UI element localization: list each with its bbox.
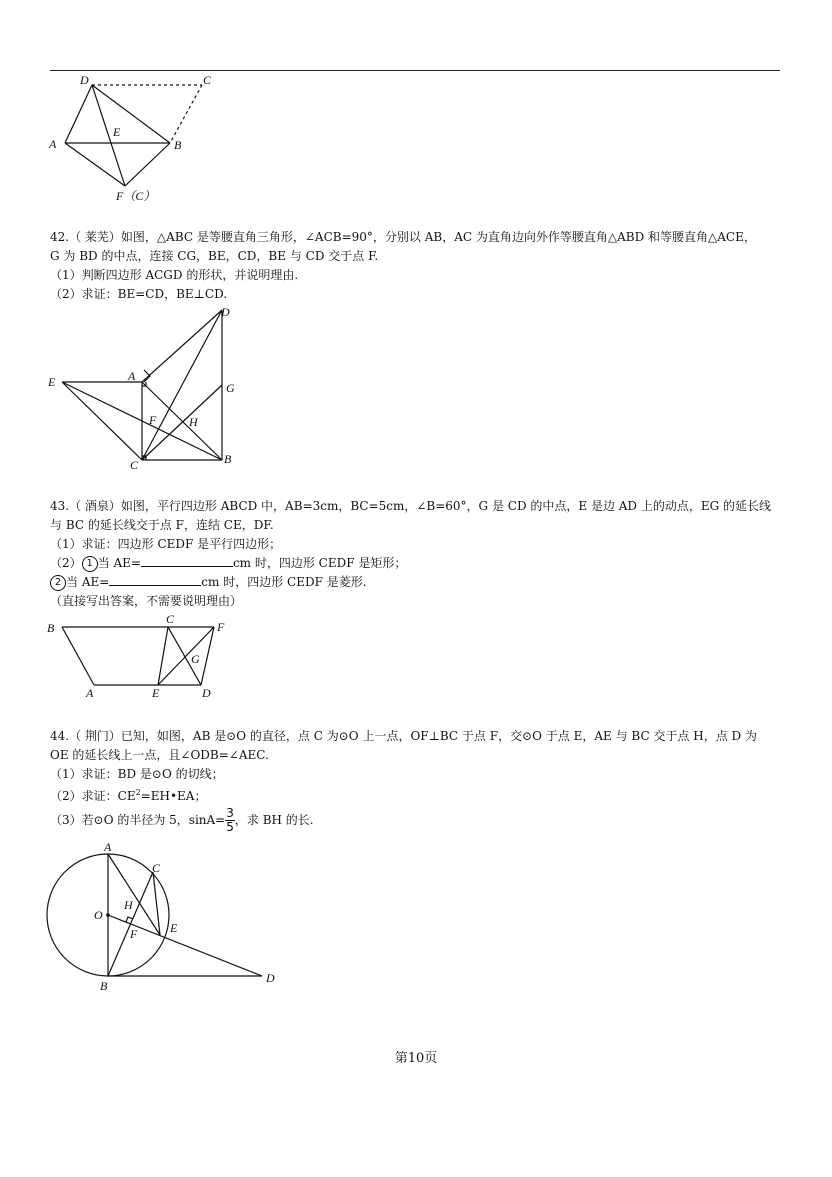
circled-number-1: 1 bbox=[82, 556, 98, 572]
segment-OD bbox=[108, 915, 262, 976]
label-E: E bbox=[113, 125, 121, 139]
answer-blank-1[interactable] bbox=[141, 554, 233, 567]
problem-42-number: 42. bbox=[50, 230, 70, 244]
label-C: C bbox=[152, 861, 161, 875]
label-F: F bbox=[130, 927, 138, 941]
label-A: A bbox=[128, 369, 136, 383]
answer-blank-2[interactable] bbox=[109, 573, 201, 586]
label-H: H bbox=[189, 415, 198, 429]
problem-42-source: （ 莱芜） bbox=[69, 230, 121, 244]
label-D: D bbox=[221, 305, 230, 319]
label-B: B bbox=[100, 979, 108, 993]
segment-DB bbox=[92, 85, 170, 143]
problem-42-question-2: （2）求证：BE=CD，BE⊥CD. bbox=[50, 287, 228, 301]
label-E: E bbox=[152, 686, 160, 700]
fraction-3-5: $\frac{3}{5}$ bbox=[226, 806, 234, 834]
top-rule bbox=[50, 70, 780, 71]
center-point-O bbox=[106, 913, 110, 917]
problem-43-number: 43. bbox=[50, 499, 70, 513]
problem-43-question-2a: （2） 1 当 AE= cm 时，四边形 CEDF 是矩形； bbox=[50, 556, 407, 570]
dashed-CB bbox=[170, 85, 202, 143]
label-C: C bbox=[130, 458, 139, 472]
label-C: C bbox=[203, 73, 212, 87]
segment-BF bbox=[125, 143, 170, 186]
label-E: E bbox=[170, 921, 178, 935]
circled-number-2: 2 bbox=[50, 575, 66, 591]
label-FC: F（C） bbox=[116, 189, 156, 203]
problem-44-number: 44. bbox=[50, 729, 70, 743]
figure-41-diagram bbox=[40, 72, 230, 207]
label-F: F bbox=[149, 413, 157, 427]
label-A: A bbox=[104, 840, 112, 854]
problem-44-question-1: （1）求证：BD 是⊙O 的切线； bbox=[50, 767, 224, 781]
problem-44-source: （ 荆门） bbox=[69, 729, 121, 743]
problem-43-source: （ 酒泉） bbox=[69, 499, 121, 513]
label-B: B bbox=[174, 138, 182, 152]
page-number: 第10页 bbox=[394, 1051, 438, 1066]
segment-AD bbox=[142, 310, 222, 382]
problem-44-stem-line2: OE 的延长线上一点，且∠ODB=∠AEC. bbox=[50, 748, 269, 762]
problem-42-question-1: （1）判断四边形 ACGD 的形状，并说明理由. bbox=[50, 268, 299, 282]
figure-44-diagram bbox=[40, 835, 290, 995]
segment-AF bbox=[65, 143, 125, 186]
label-B: B bbox=[224, 452, 232, 466]
problem-42-stem-line1: 42.（ 莱芜）如图，△ABC 是等腰直角三角形，∠ACB=90°，分别以 AB，AC 为直角边向外作等腰直角△ABD 和等腰直角△ACE， bbox=[50, 230, 756, 244]
segment-EC bbox=[62, 382, 142, 460]
label-B: B bbox=[47, 621, 55, 635]
problem-43-question-2b: 2 当 AE= cm 时，四边形 CEDF 是菱形. bbox=[50, 573, 367, 591]
label-A: A bbox=[49, 137, 57, 151]
label-E: E bbox=[48, 375, 56, 389]
segment-BA bbox=[62, 627, 94, 685]
problem-43-stem-line2: 与 BC 的延长线交于点 F，连结 CE，DF. bbox=[50, 518, 274, 532]
label-H: H bbox=[124, 898, 133, 912]
problem-42-stem-line2: G 为 BD 的中点，连接 CG，BE，CD，BE 与 CD 交于点 F. bbox=[50, 249, 379, 263]
figure-42-diagram bbox=[40, 300, 250, 470]
segment-CD bbox=[142, 310, 222, 460]
problem-43-question-1: （1）求证：四边形 CEDF 是平行四边形； bbox=[50, 537, 282, 551]
problem-44-stem-line1: 44.（ 荆门）已知，如图，AB 是⊙O 的直径，点 C 为⊙O 上一点，OF⊥BC 于点 F，交⊙O 于点 E，AE 与 BC 交于点 H，点 D 为 bbox=[50, 729, 757, 743]
label-D: D bbox=[202, 686, 211, 700]
label-F: F bbox=[217, 620, 225, 634]
problem-44-question-2: （2）求证：$CE^2=EH•EA$； bbox=[50, 788, 207, 803]
label-D: D bbox=[266, 971, 275, 985]
figure-43-diagram bbox=[40, 610, 240, 700]
label-O: O bbox=[94, 908, 103, 922]
label-D: D bbox=[80, 73, 89, 87]
problem-43-note: （直接写出答案，不需要说明理由） bbox=[50, 594, 243, 608]
problem-43-stem-line1: 43.（ 酒泉）如图，平行四边形 ABCD 中，AB=3cm，BC=5cm，∠B=60°，G 是 CD 的中点，E 是边 AD 上的动点，EG 的延长线 bbox=[50, 499, 772, 513]
segment-DA bbox=[65, 85, 92, 143]
label-C: C bbox=[166, 612, 175, 626]
label-A: A bbox=[86, 686, 94, 700]
label-G: G bbox=[191, 652, 200, 666]
segment-FD bbox=[201, 627, 214, 685]
label-G: G bbox=[226, 381, 235, 395]
problem-44-question-3: （3）若⊙O 的半径为 5，sinA= $\frac{3}{5}$ ，求 BH 的长. bbox=[50, 806, 314, 834]
